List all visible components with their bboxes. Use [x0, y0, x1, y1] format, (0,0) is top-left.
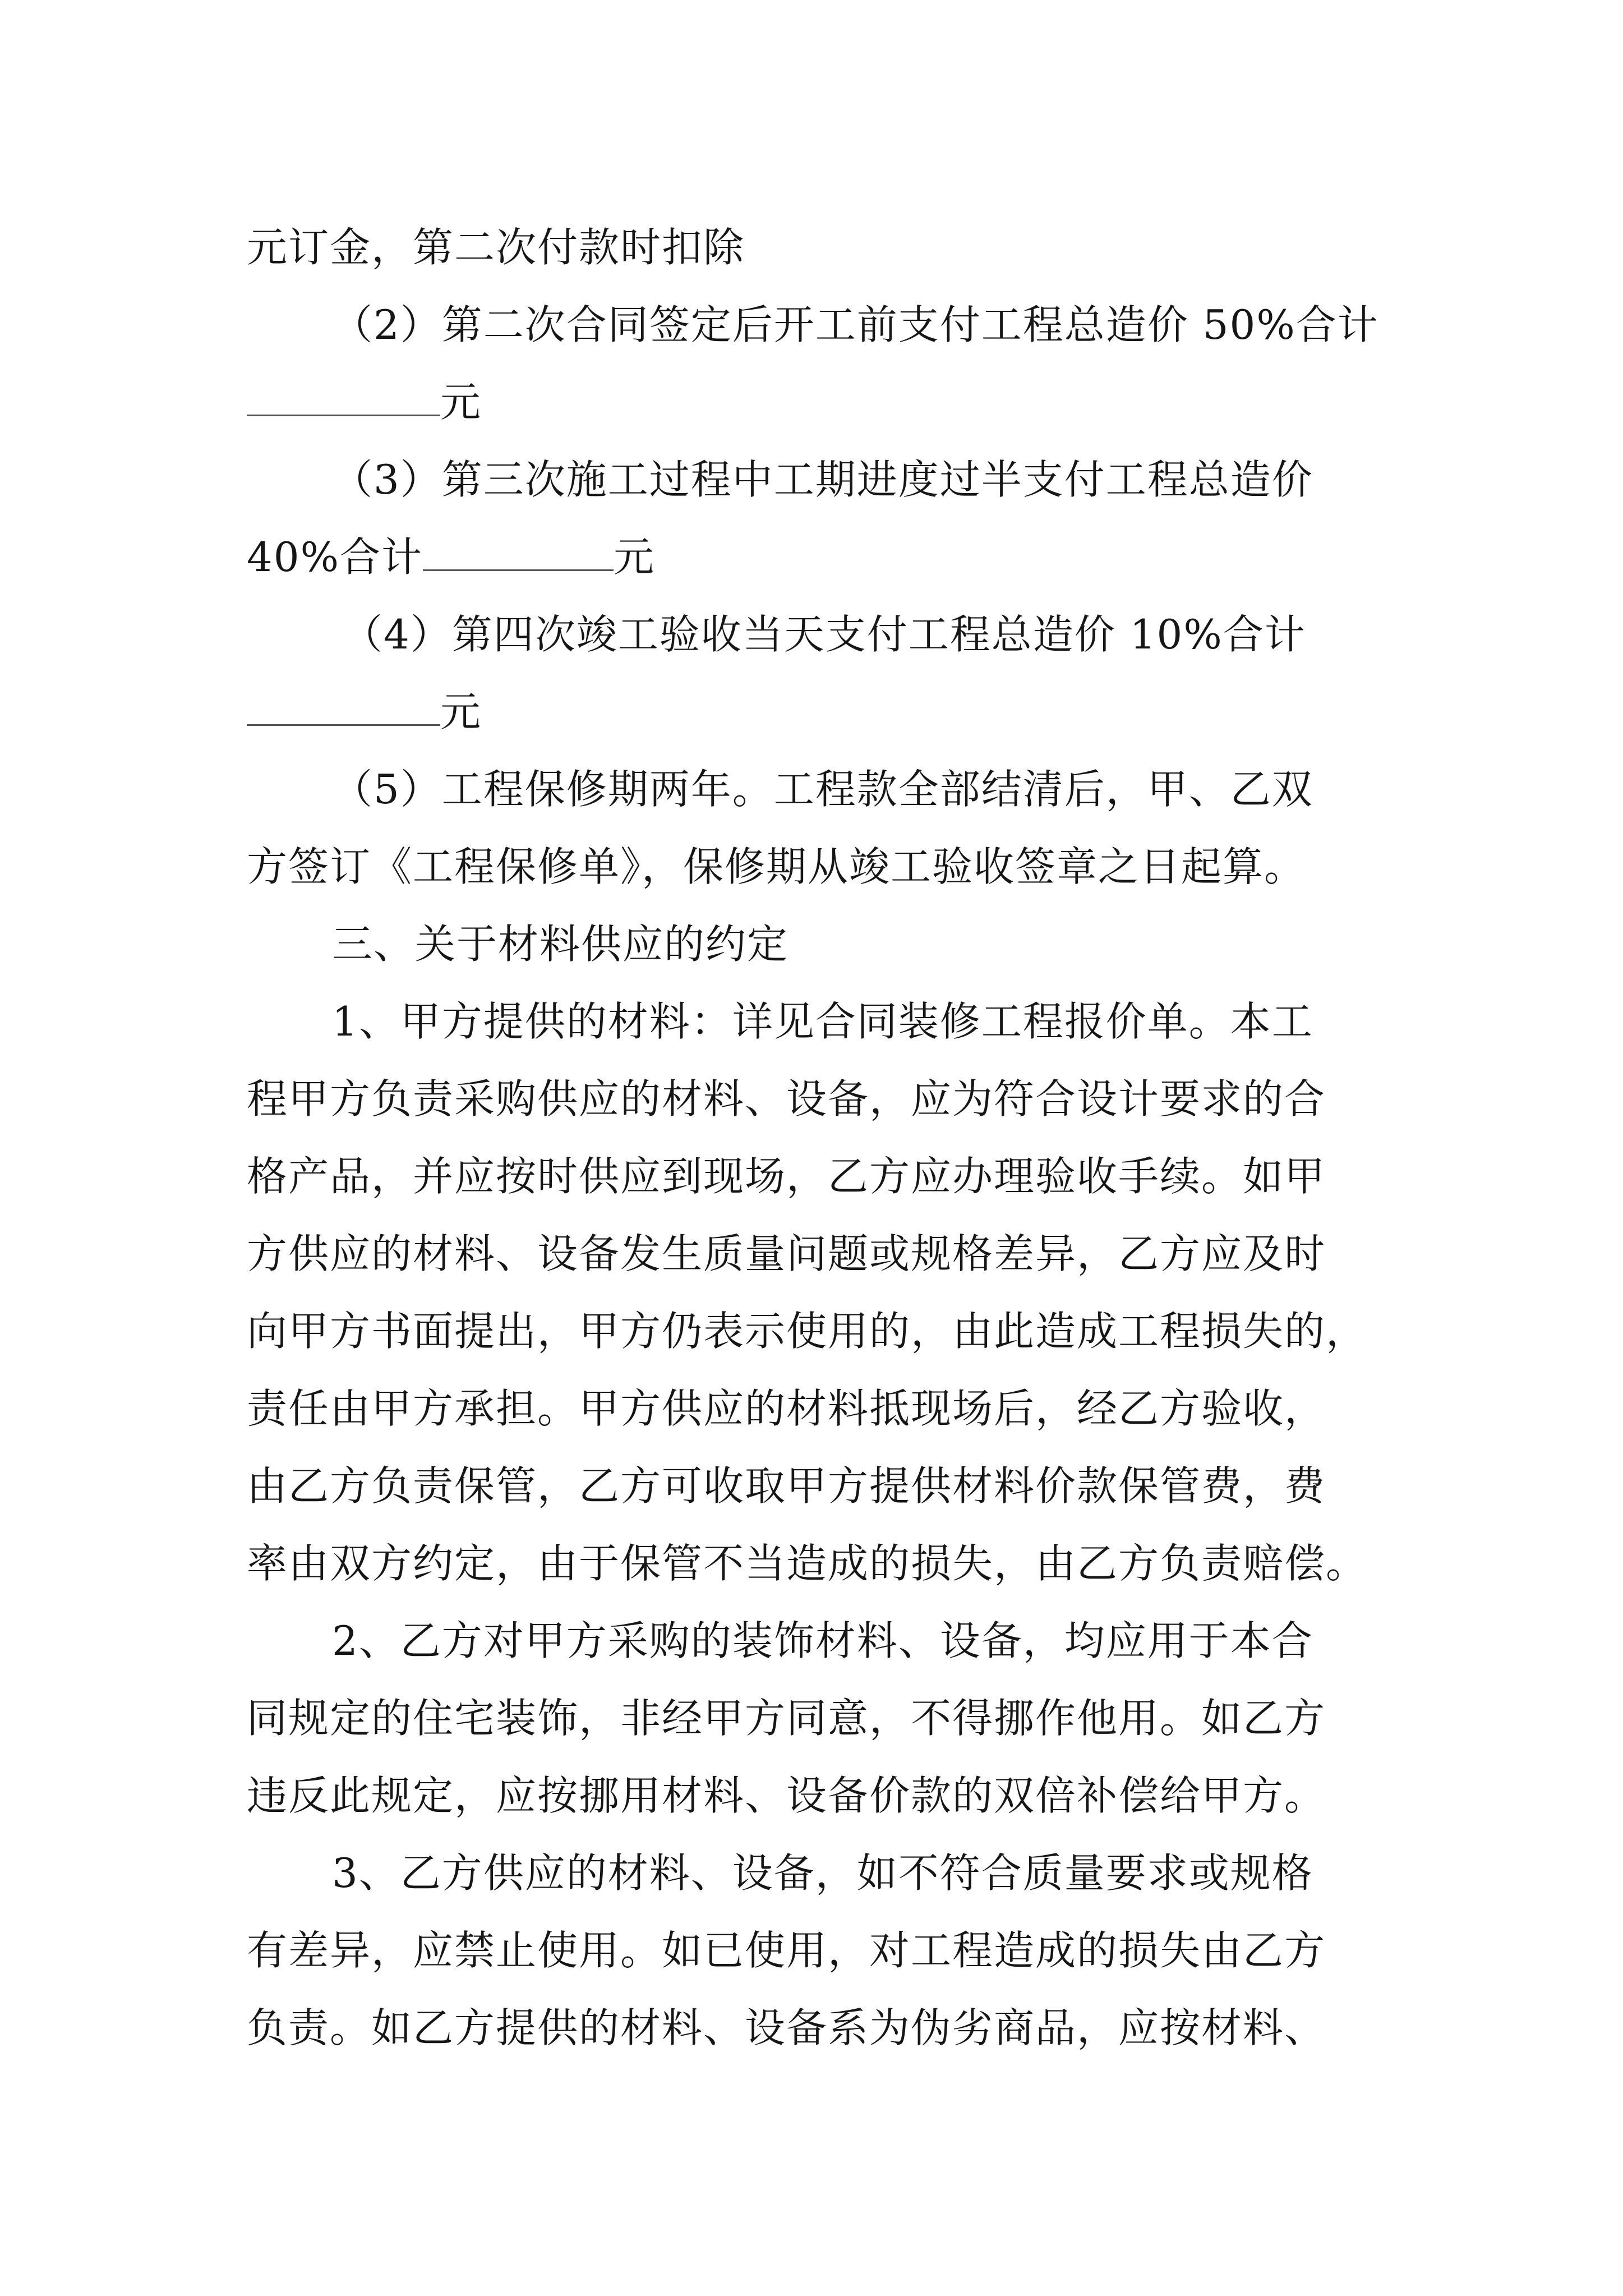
text-line: 由乙方负责保管，乙方可收取甲方提供材料价款保管费，费	[247, 1462, 1326, 1510]
text-line: 格产品，并应按时供应到现场，乙方应办理验收手续。如甲	[247, 1153, 1326, 1200]
amount-blank	[247, 380, 440, 416]
text-line: 率由双方约定，由于保管不当造成的损失，由乙方负责赔偿。	[247, 1540, 1368, 1587]
text-line: 责任由甲方承担。甲方供应的材料抵现场后，经乙方验收，	[247, 1385, 1326, 1432]
payment-clause-2: （2）第二次合同签定后开工前支付工程总造价 50%合计	[332, 301, 1379, 348]
text-line: 方签订《工程保修单》，保修期从竣工验收签章之日起算。	[247, 843, 1306, 890]
material-clause-1: 1、甲方提供的材料：详见合同装修工程报价单。本工	[332, 998, 1313, 1045]
material-clause-3: 3、乙方供应的材料、设备，如不符合质量要求或规格	[332, 1849, 1313, 1897]
amount-blank	[247, 689, 440, 726]
text-line: 向甲方书面提出，甲方仍表示使用的，由此造成工程损失的，	[247, 1308, 1368, 1355]
section-heading: 三、关于材料供应的约定	[332, 921, 789, 968]
text-line: 有差异，应禁止使用。如已使用，对工程造成的损失由乙方	[247, 1927, 1326, 1974]
currency-unit: 元	[440, 688, 482, 735]
text-line: 同规定的住宅装饰，非经甲方同意，不得挪作他用。如乙方	[247, 1695, 1326, 1742]
text-line: 违反此规定，应按挪用材料、设备价款的双倍补偿给甲方。	[247, 1772, 1326, 1819]
amount-blank	[423, 535, 614, 571]
document-body	[247, 209, 1391, 2067]
currency-unit: 元	[614, 533, 656, 581]
payment-clause-3: （3）第三次施工过程中工期进度过半支付工程总造价	[332, 456, 1313, 503]
percent-total: 40%合计	[247, 533, 423, 581]
text-line: 元订金，第二次付款时扣除	[247, 224, 745, 271]
amount-line-3	[247, 518, 1391, 596]
text-line: 程甲方负责采购供应的材料、设备，应为符合设计要求的合	[247, 1075, 1326, 1122]
amount-line-4	[247, 673, 1391, 751]
currency-unit: 元	[440, 379, 482, 426]
warranty-clause: （5）工程保修期两年。工程款全部结清后，甲、乙双	[332, 766, 1313, 813]
payment-clause-4: （4）第四次竣工验收当天支付工程总造价 10%合计	[342, 611, 1306, 658]
text-line: 方供应的材料、设备发生质量问题或规格差异，乙方应及时	[247, 1230, 1326, 1277]
text-line: 负责。如乙方提供的材料、设备系为伪劣商品，应按材料、	[247, 2004, 1326, 2051]
amount-line-2	[247, 364, 1391, 441]
material-clause-2: 2、乙方对甲方采购的装饰材料、设备，均应用于本合	[332, 1617, 1313, 1664]
